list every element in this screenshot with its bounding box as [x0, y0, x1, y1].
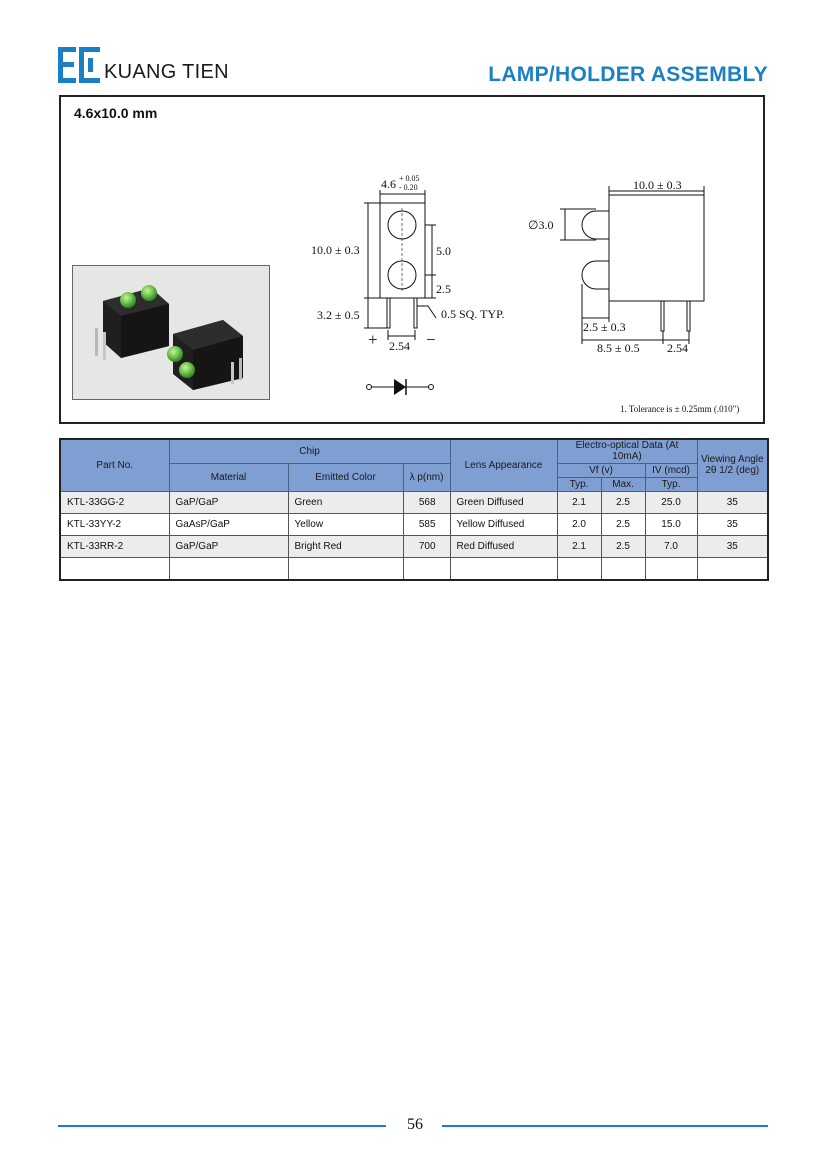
cell-material: GaAsP/GaP: [169, 513, 288, 535]
width-tol-plus: + 0.05: [399, 174, 420, 183]
cell-color: Yellow: [288, 513, 403, 535]
cell-angle: 35: [697, 513, 768, 535]
lens-diameter-dim: ∅3.0: [528, 218, 554, 232]
header-electro: Electro-optical Data (At 10mA): [557, 439, 697, 463]
polarity-plus: +: [368, 330, 378, 349]
pin-size-dim: 0.5 SQ. TYP.: [441, 307, 505, 321]
cell-material: GaP/GaP: [169, 535, 288, 557]
header-vf-typ: Typ.: [557, 477, 601, 491]
cell-lens: Green Diffused: [450, 491, 557, 513]
table-row: [60, 491, 768, 513]
spec-table: [59, 438, 769, 581]
header-vf: Vf (v): [557, 463, 645, 477]
cell-angle: 35: [697, 491, 768, 513]
size-title: 4.6x10.0 mm: [74, 105, 158, 121]
cell-vf-typ: 2.1: [557, 491, 601, 513]
cell-iv-typ: 15.0: [645, 513, 697, 535]
cell-material: GaP/GaP: [169, 491, 288, 513]
led-pitch-dim: 5.0: [436, 244, 451, 258]
cell-vf-typ: 2.1: [557, 535, 601, 557]
header-viewing-angle: Viewing Angle 2θ 1/2 (deg): [697, 439, 768, 491]
page-number: 56: [407, 1116, 423, 1133]
table-row: [60, 535, 768, 557]
tolerance-note: 1. Tolerance is ± 0.25mm (.010"): [620, 404, 740, 414]
cell-color: Bright Red: [288, 535, 403, 557]
cell-lens: Red Diffused: [450, 535, 557, 557]
led-offset-dim: 2.5: [436, 282, 451, 296]
header-material: Material: [169, 463, 288, 491]
cell-wavelength: 585: [403, 513, 450, 535]
header-wavelength: λ p(nm): [403, 463, 450, 491]
depth-dim: 10.0 ± 0.3: [633, 178, 682, 192]
cell-part: KTL-33GG-2: [60, 491, 169, 513]
pin-position-dim: 8.5 ± 0.5: [597, 341, 640, 355]
footer-rule-right: [442, 1125, 768, 1127]
cell-part: KTL-33RR-2: [60, 535, 169, 557]
pin-pitch-side: 2.54: [667, 341, 688, 355]
polarity-minus: −: [426, 330, 436, 349]
header-lens: Lens Appearance: [450, 439, 557, 491]
header-chip: Chip: [169, 439, 450, 463]
cell-angle: 35: [697, 535, 768, 557]
header-iv: IV (mcd): [645, 463, 697, 477]
cell-wavelength: 568: [403, 491, 450, 513]
table-row-empty: [60, 557, 768, 580]
cell-iv-typ: 25.0: [645, 491, 697, 513]
cell-vf-max: 2.5: [601, 535, 645, 557]
table-row: [60, 513, 768, 535]
header-iv-typ: Typ.: [645, 477, 697, 491]
lens-offset-dim: 2.5 ± 0.3: [583, 320, 626, 334]
footer-rule-left: [58, 1125, 386, 1127]
page-title: LAMP/HOLDER ASSEMBLY: [488, 63, 768, 86]
height-dim: 10.0 ± 0.3: [311, 243, 360, 257]
cell-vf-max: 2.5: [601, 491, 645, 513]
cell-color: Green: [288, 491, 403, 513]
header-part-no: Part No.: [60, 439, 169, 491]
cell-part: KTL-33YY-2: [60, 513, 169, 535]
brand-name: KUANG TIEN: [104, 61, 229, 83]
cell-lens: Yellow Diffused: [450, 513, 557, 535]
pin-pitch-front: 2.54: [389, 339, 410, 353]
cell-wavelength: 700: [403, 535, 450, 557]
cell-vf-typ: 2.0: [557, 513, 601, 535]
cell-vf-max: 2.5: [601, 513, 645, 535]
width-tol-minus: - 0.20: [399, 183, 418, 192]
dimension-drawings: [0, 0, 826, 440]
width-nominal: 4.6: [381, 177, 396, 191]
header-vf-max: Max.: [601, 477, 645, 491]
header-emitted-color: Emitted Color: [288, 463, 403, 491]
standoff-dim: 3.2 ± 0.5: [317, 308, 360, 322]
diode-symbol-icon: [394, 379, 406, 395]
cell-iv-typ: 7.0: [645, 535, 697, 557]
